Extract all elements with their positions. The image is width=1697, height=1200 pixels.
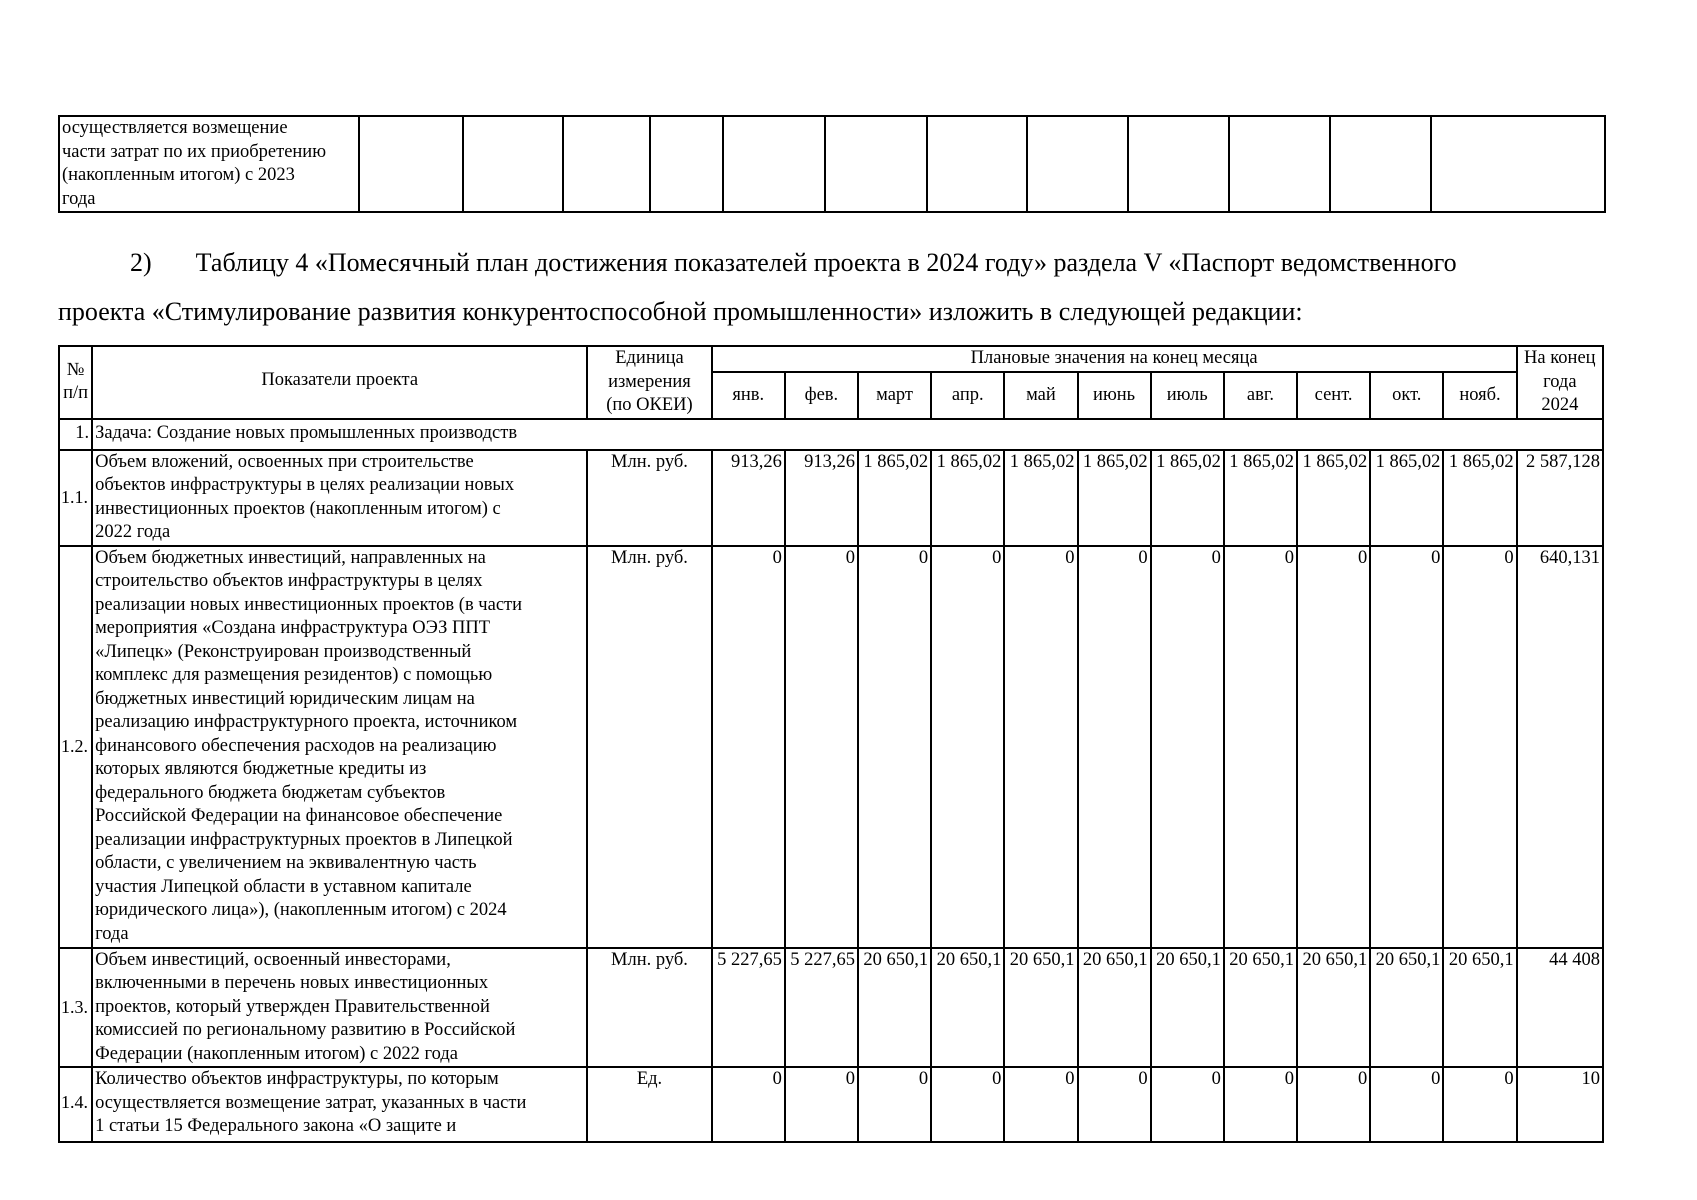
value-cell: 0 [1078,546,1151,948]
value-cell: 5 227,65 [712,948,785,1068]
task-text: Задача: Создание новых промышленных производств [92,419,1603,450]
value-cell: 913,26 [712,450,785,546]
value-cell: 0 [1370,1067,1443,1162]
empty-cell [563,116,650,212]
monthly-plan-table [58,345,1604,1163]
value-cell: 0 [931,546,1004,948]
value-cell: 20 650,1 [1078,948,1151,1068]
empty-cell [723,116,825,212]
empty-cell [825,116,927,212]
text-line: реализации новых инвестиционных проектов (в части [95,594,523,615]
text-line: мероприятия «Создана инфраструктура ОЭЗ ППТ [95,618,491,638]
row-num: 1.2. [59,546,92,948]
value-cell: 20 650,1 [858,948,931,1068]
amendment-paragraph-line-1 [58,248,1604,278]
year-end-cell: 2 587,128 [1517,450,1603,546]
header-month: фев. [785,372,858,418]
header-month: март [858,372,931,418]
text-line: «Липецк» (Реконструирован производственный [95,641,472,662]
value-cell: 0 [1443,546,1516,948]
value-cell: 0 [1297,546,1370,948]
table-row [59,116,1605,212]
item-number: 2) [130,248,152,277]
header-month: сент. [1297,372,1370,418]
header-unit-line: Единица [615,348,684,368]
text-line: бюджетных инвестиций юридическим лицам на [95,688,475,709]
header-month: апр. [931,372,1004,418]
header-year-end-line: На конец [1524,348,1596,368]
table-row [59,450,1603,546]
text-line: осуществляется возмещение [62,118,288,138]
text-line: которых являются бюджетные кредиты из [95,759,427,779]
value-cell: 0 [858,1067,931,1162]
empty-cell [1431,116,1605,212]
value-cell: 0 [1370,546,1443,948]
value-cell: 0 [1224,546,1297,948]
text-line: 1 статьи 15 Федерального закона «О защите и [95,1116,457,1136]
text-line: финансового обеспечения расходов на реализацию [95,735,497,756]
empty-cell [650,116,723,212]
indicator-cell [92,450,587,546]
value-cell: 0 [1224,1067,1297,1162]
header-unit-line: (по ОКЕИ) [606,395,693,415]
page-bottom-margin [58,1143,1604,1200]
text-line: реализации инфраструктурных проектов в Липецкой [95,829,513,850]
text-line: юридического лица»), (накопленным итогом) с 2024 [95,900,507,920]
text-line: Российской Федерации на финансовое обеспечение [95,806,503,826]
value-cell: 1 865,02 [1297,450,1370,546]
empty-cell [1330,116,1431,212]
task-num: 1. [59,419,92,450]
text-line: объектов инфраструктуры в целях реализации новых [95,475,515,495]
header-row [59,346,1603,372]
value-cell: 0 [1151,1067,1224,1162]
header-indicator: Показатели проекта [92,346,587,419]
header-month: окт. [1370,372,1443,418]
year-end-cell: 10 [1517,1067,1603,1162]
header-month: авг. [1224,372,1297,418]
continued-table [58,115,1606,213]
unit-cell: Млн. руб. [587,450,711,546]
header-month: янв. [712,372,785,418]
year-end-cell: 640,131 [1517,546,1603,948]
header-unit-line: измерения [608,371,691,392]
row-num: 1.4. [59,1067,92,1162]
text-line: года [62,188,96,209]
value-cell: 0 [1004,1067,1077,1162]
value-cell: 1 865,02 [1151,450,1224,546]
empty-cell [1229,116,1330,212]
value-cell: 913,26 [785,450,858,546]
header-year-end-line: 2024 [1541,395,1579,415]
text-line: Объем вложений, освоенных при строительстве [95,451,474,472]
text-line: 2022 года [95,522,171,542]
text-line: инвестиционных проектов (накопленным итогом) с [95,498,501,519]
value-cell: 1 865,02 [1004,450,1077,546]
value-cell: 0 [1151,546,1224,948]
indicator-cell [59,116,359,212]
unit-cell: Млн. руб. [587,948,711,1068]
empty-cell [463,116,563,212]
value-cell: 20 650,1 [931,948,1004,1068]
text-line: реализацию инфраструктурного проекта, источником [95,712,518,732]
task-row [59,419,1603,450]
text-line: области, с увеличением на эквивалентную часть [95,853,477,873]
indicator-cell [92,948,587,1068]
empty-cell [1128,116,1229,212]
value-cell: 20 650,1 [1224,948,1297,1068]
value-cell: 1 865,02 [931,450,1004,546]
value-cell: 0 [1004,546,1077,948]
value-cell: 0 [858,546,931,948]
header-month: июнь [1078,372,1151,418]
value-cell: 5 227,65 [785,948,858,1068]
value-cell: 1 865,02 [1443,450,1516,546]
row-num: 1.3. [59,948,92,1068]
header-num-line: п/п [63,383,89,404]
header-month: нояб. [1443,372,1516,418]
value-cell: 20 650,1 [1004,948,1077,1068]
value-cell: 0 [785,1067,858,1162]
header-month: июль [1151,372,1224,418]
table-row [59,546,1603,948]
text-line: Объем инвестиций, освоенный инвесторами, [95,949,451,970]
value-cell: 0 [785,546,858,948]
header-plan-group: Плановые значения на конец месяца [712,346,1517,372]
unit-cell: Ед. [587,1067,711,1162]
amendment-paragraph-line-2: проекта «Стимулирование развития конкурентоспособной промышленности» изложить в следующей редакции: [58,297,1303,326]
text-line: участия Липецкой области в уставном капитале [95,876,472,897]
empty-cell [927,116,1027,212]
header-num-line: № [66,359,85,380]
empty-cell [359,116,463,212]
text-line: осуществляется возмещение затрат, указанных в части [95,1092,527,1113]
text-line: комплекс для размещения резидентов) с помощью [95,665,493,685]
header-unit [587,346,711,419]
text-line: федерального бюджета бюджетам субъектов [95,782,446,803]
value-cell: 20 650,1 [1443,948,1516,1068]
paragraph-text: Таблицу 4 «Помесячный план достижения показателей проекта в 2024 году» раздела V «Паспорт ведомственного [195,248,1457,277]
header-year-end [1517,346,1603,419]
value-cell: 0 [931,1067,1004,1162]
text-line: проектов, который утвержден Правительственной [95,996,490,1017]
value-cell: 0 [1297,1067,1370,1162]
header-month: май [1004,372,1077,418]
text-line: Количество объектов инфраструктуры, по которым [95,1069,499,1089]
table-bottom-border [58,1141,1604,1143]
value-cell: 1 865,02 [1078,450,1151,546]
value-cell: 0 [1443,1067,1516,1162]
indicator-cell [92,546,587,948]
value-cell: 1 865,02 [1370,450,1443,546]
unit-cell: Млн. руб. [587,546,711,948]
row-num: 1.1. [59,450,92,546]
empty-cell [1027,116,1128,212]
value-cell: 1 865,02 [858,450,931,546]
year-end-cell: 44 408 [1517,948,1603,1068]
text-line: года [95,923,129,944]
value-cell: 20 650,1 [1297,948,1370,1068]
text-line: (накопленным итогом) с 2023 [62,165,295,185]
text-line: строительство объектов инфраструктуры в целях [95,571,483,591]
value-cell: 1 865,02 [1224,450,1297,546]
text-line: Федерации (накопленным итогом) с 2022 года [95,1043,458,1064]
text-line: включенными в перечень новых инвестиционных [95,973,489,993]
text-line: части затрат по их приобретению [62,141,327,162]
value-cell: 0 [1078,1067,1151,1162]
value-cell: 0 [712,1067,785,1162]
text-line: Объем бюджетных инвестиций, направленных на [95,547,486,568]
header-num [59,346,92,419]
value-cell: 20 650,1 [1151,948,1224,1068]
header-year-end-line: года [1543,371,1577,392]
value-cell: 20 650,1 [1370,948,1443,1068]
value-cell: 0 [712,546,785,948]
table-row [59,948,1603,1068]
text-line: комиссией по региональному развитию в Российской [95,1020,516,1040]
